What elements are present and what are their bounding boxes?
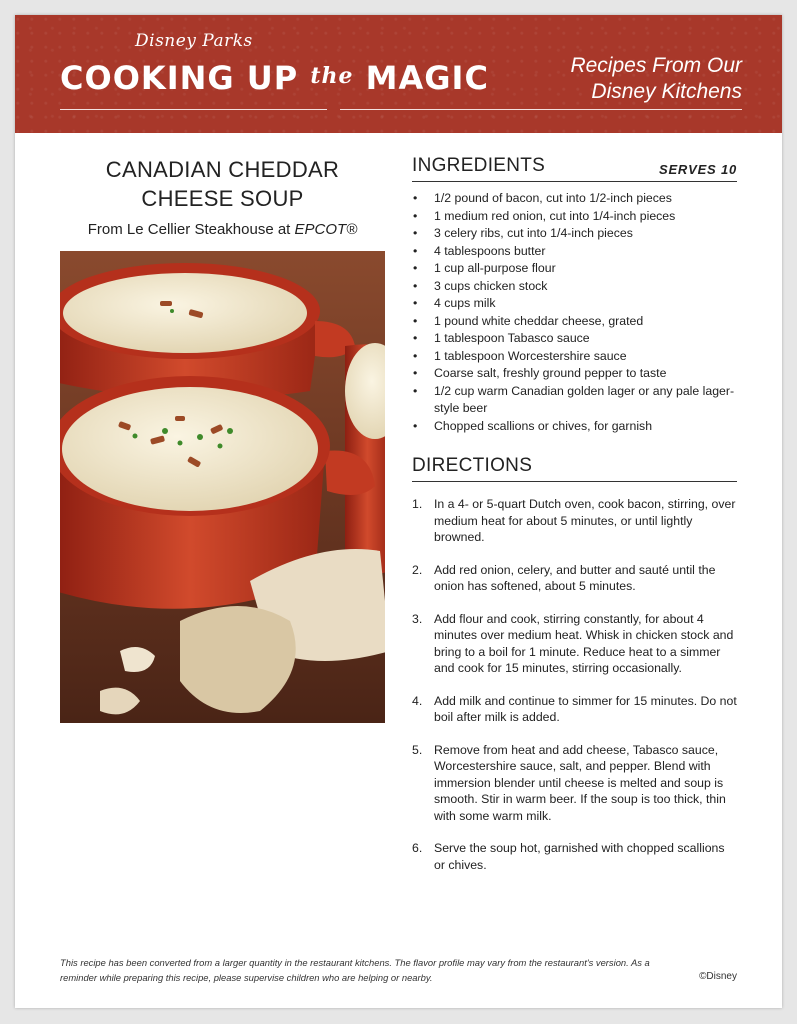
brand-logo-the: the [310,63,354,89]
serves-badge: SERVES 10 [658,162,737,177]
ingredient-item: • 1 pound white cheddar cheese, grated [412,313,737,331]
ingredient-item: • 3 cups chicken stock [412,278,737,296]
direction-step-number: 2. [412,562,423,577]
ingredients-list [412,190,737,435]
direction-step-number: 5. [412,742,423,757]
recipe-title-line1: CANADIAN CHEDDAR [105,157,340,182]
soup-photo-illustration [60,251,385,723]
recipe-body [412,155,737,889]
directions-header [412,455,737,482]
soup-photo [60,251,385,723]
ingredient-item: • 4 cups milk [412,295,737,313]
direction-step-number: 4. [412,693,423,708]
direction-step-text: Serve the soup hot, garnished with chopped scallions or chives. [434,841,725,872]
direction-step-number: 1. [412,497,423,511]
banner-divider-left [60,109,327,110]
copyright: ©Disney [699,971,737,982]
ingredient-item: • 1 tablespoon Worcestershire sauce [412,348,737,366]
recipe-page [15,15,782,1008]
brand-logo-part1: COOKING UP [60,59,299,97]
brand-logo [60,59,489,97]
directions-section [412,455,737,873]
tagline [570,53,742,105]
ingredient-item: • 4 tablespoons butter [412,243,737,261]
direction-step-text: In a 4- or 5-quart Dutch oven, cook bacon, stirring, over medium heat for about 5 minutes, or until lightly browned. [434,497,736,544]
direction-step [412,840,737,873]
ingredient-item: • 1 medium red onion, cut into 1/4-inch pieces [412,208,737,226]
tagline-line2: Disney Kitchens [591,80,742,103]
ingredient-item: • 3 celery ribs, cut into 1/4-inch pieces [412,225,737,243]
direction-step-text: Add red onion, celery, and butter and sauté until the onion has softened, about 5 minutes. [434,562,716,593]
footer-disclaimer: This recipe has been converted from a larger quantity in the restaurant kitchens. The flavor profile may vary from the restaurant's version. As a reminder while preparing this recipe, please supervise children who are helping or nearby. [60,957,650,983]
direction-step-text: Add milk and continue to simmer for 15 minutes. Do not boil after milk is added. [434,693,737,724]
ingredient-item: • 1/2 cup warm Canadian golden lager or any pale lager-style beer [412,383,737,418]
ingredient-item: • Coarse salt, freshly ground pepper to taste [412,365,737,383]
direction-step [412,562,737,595]
directions-title: DIRECTIONS [412,455,533,476]
directions-list [412,496,737,873]
recipe-title [60,155,385,213]
direction-step [412,496,737,546]
recipe-title-line2: CHEESE SOUP [141,186,304,211]
ingredient-item: • Chopped scallions or chives, for garnish [412,418,737,436]
banner-divider-right [340,109,742,110]
direction-step-number: 3. [412,611,423,626]
recipe-source-prefix: From Le Cellier Steakhouse at [87,221,295,238]
recipe-source [60,221,385,238]
ingredient-item: • 1 tablespoon Tabasco sauce [412,330,737,348]
header-banner [15,15,782,133]
direction-step [412,742,737,825]
brand-logo-part2: MAGIC [365,59,489,97]
ingredient-item: • 1/2 pound of bacon, cut into 1/2-inch pieces [412,190,737,208]
direction-step [412,693,737,726]
ingredients-header [412,155,737,182]
ingredient-item: • 1 cup all-purpose flour [412,260,737,278]
direction-step [412,611,737,677]
tagline-line1: Recipes From Our [570,54,742,77]
recipe-source-place: EPCOT® [294,221,358,238]
recipe-heading [60,155,385,238]
ingredients-title: INGREDIENTS [412,155,546,176]
direction-step-text: Add flour and cook, stirring constantly, for about 4 minutes over medium heat. Whisk in chicken stock and bring to a boil for 1 minute. Reduce heat to a simmer and cook for 15 minutes, stirring occasionally. [434,611,734,675]
direction-step-text: Remove from heat and add cheese, Tabasco sauce, Worcestershire sauce, salt, and pepper. Blend with immersion blender until cheese is melted and soup is smooth. Stir in warm beer. If the soup is too thick, thin with some warm milk. [434,742,726,823]
direction-step-number: 6. [412,841,423,855]
brand-disney-parks: Disney Parks [135,31,253,51]
